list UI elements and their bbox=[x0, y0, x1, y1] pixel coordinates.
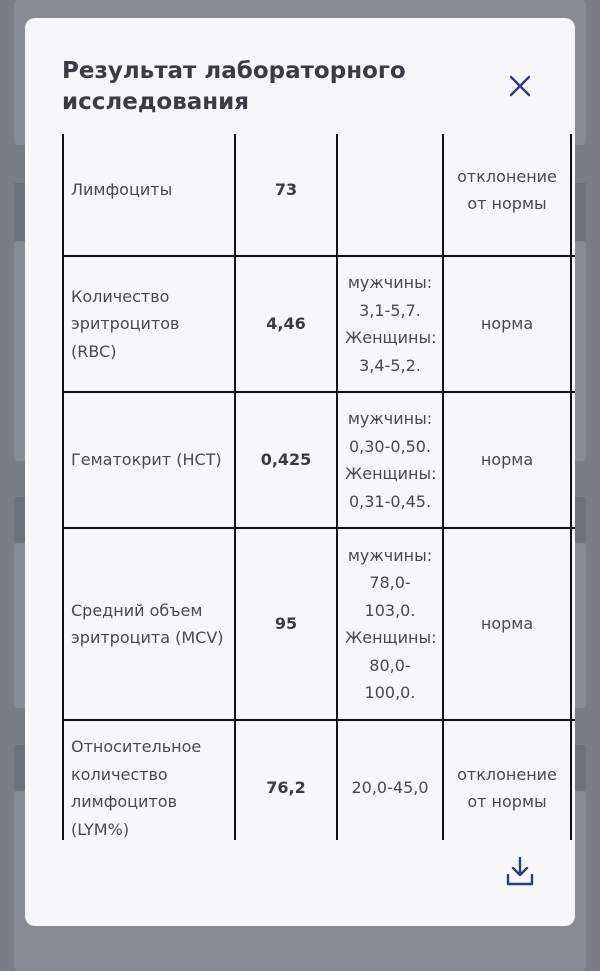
table-cell-edge bbox=[571, 392, 575, 528]
table-cell-edge bbox=[571, 134, 575, 256]
table-row bbox=[63, 134, 575, 256]
test-name: Относительное количество лимфоцитов (LYM%) bbox=[63, 720, 235, 840]
test-status: норма bbox=[443, 392, 571, 528]
test-value: 76,2 bbox=[235, 720, 337, 840]
results-table-scroll[interactable] bbox=[62, 134, 575, 840]
test-reference bbox=[337, 134, 443, 256]
modal-title: Результат лабораторного исследования bbox=[62, 58, 406, 115]
test-name: Лимфоциты bbox=[63, 134, 235, 256]
close-icon bbox=[509, 75, 531, 97]
table-cell-edge bbox=[571, 720, 575, 840]
test-value: 95 bbox=[235, 528, 337, 720]
test-value: 4,46 bbox=[235, 256, 337, 392]
results-table bbox=[62, 134, 575, 840]
table-row bbox=[63, 720, 575, 840]
test-value: 73 bbox=[235, 134, 337, 256]
table-cell-edge bbox=[571, 256, 575, 392]
table-row bbox=[63, 256, 575, 392]
table-row bbox=[63, 392, 575, 528]
test-reference: мужчины: 0,30-0,50. Женщины: 0,31-0,45. bbox=[337, 392, 443, 528]
download-button[interactable] bbox=[503, 854, 537, 888]
table-cell-edge bbox=[571, 528, 575, 720]
test-status: норма bbox=[443, 256, 571, 392]
table-row bbox=[63, 528, 575, 720]
test-name: Гематокрит (HCT) bbox=[63, 392, 235, 528]
lab-result-modal bbox=[25, 18, 575, 926]
test-name: Количество эритроцитов (RBC) bbox=[63, 256, 235, 392]
close-button[interactable] bbox=[505, 71, 535, 101]
test-reference: 20,0-45,0 bbox=[337, 720, 443, 840]
test-value: 0,425 bbox=[235, 392, 337, 528]
download-icon bbox=[505, 855, 535, 887]
test-status: отклонение от нормы bbox=[443, 720, 571, 840]
test-name: Средний объем эритроцита (MCV) bbox=[63, 528, 235, 720]
test-status: отклонение от нормы bbox=[443, 134, 571, 256]
test-reference: мужчины: 3,1-5,7. Женщины: 3,4-5,2. bbox=[337, 256, 443, 392]
test-status: норма bbox=[443, 528, 571, 720]
test-reference: мужчины: 78,0-103,0. Женщины: 80,0-100,0. bbox=[337, 528, 443, 720]
